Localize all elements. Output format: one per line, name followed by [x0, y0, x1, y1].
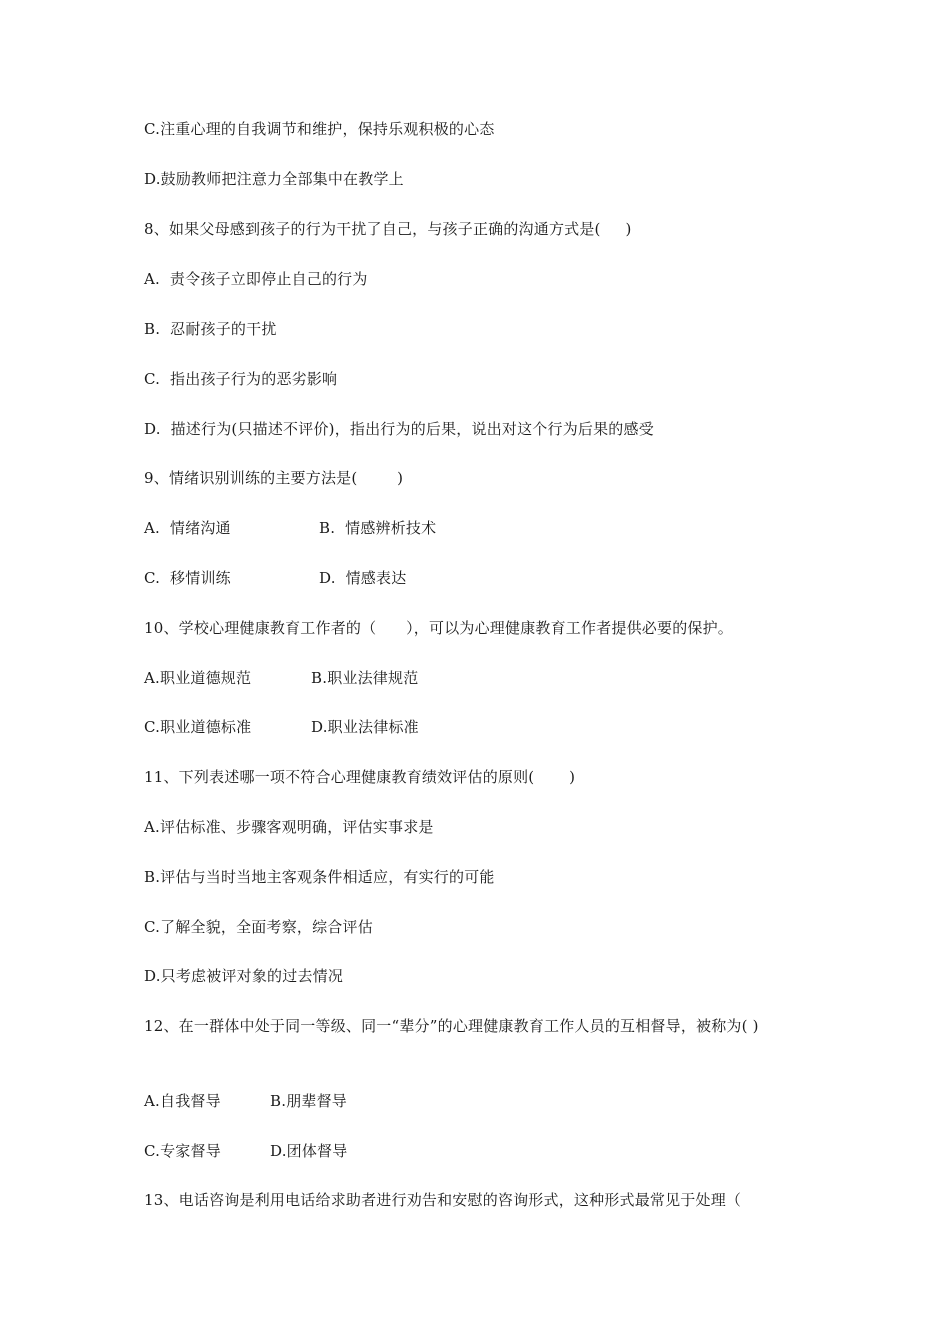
q8-option-b: B. 忍耐孩子的干扰	[144, 320, 277, 338]
q7-option-c: C.注重心理的自我调节和维护，保持乐观积极的心态	[144, 120, 495, 138]
q9-option-b: B. 情感辨析技术	[319, 519, 437, 537]
q10-option-a: A.职业道德规范	[144, 669, 252, 687]
question-9: 9、情绪识别训练的主要方法是( )	[144, 469, 404, 487]
q11-option-d: D.只考虑被评对象的过去情况	[144, 967, 344, 985]
q12-option-a: A.自我督导	[144, 1092, 221, 1110]
q7-option-d: D.鼓励教师把注意力全部集中在教学上	[144, 170, 404, 188]
q9-option-d: D. 情感表达	[319, 569, 407, 587]
q11-option-a: A.评估标准、步骤客观明确，评估实事求是	[144, 818, 434, 836]
question-12: 12、在一群体中处于同一等级、同一“辈分”的心理健康教育工作人员的互相督导，被称为( )	[144, 1017, 759, 1035]
question-13: 13、电话咨询是利用电话给求助者进行劝告和安慰的咨询形式，这种形式最常见于处理（	[144, 1191, 742, 1209]
q9-option-c: C. 移情训练	[144, 569, 231, 587]
q9-option-a: A. 情绪沟通	[144, 519, 231, 537]
q11-option-b: B.评估与当时当地主客观条件相适应，有实行的可能	[144, 868, 495, 886]
q10-option-d: D.职业法律标准	[311, 718, 419, 736]
q12-option-c: C.专家督导	[144, 1142, 221, 1160]
q10-option-c: C.职业道德标准	[144, 718, 252, 736]
question-11: 11、下列表述哪一项不符合心理健康教育绩效评估的原则( )	[144, 768, 576, 786]
question-10: 10、学校心理健康教育工作者的（ ），可以为心理健康教育工作者提供必要的保护。	[144, 619, 733, 637]
q12-option-b: B.朋辈督导	[270, 1092, 347, 1110]
q10-option-b: B.职业法律规范	[311, 669, 419, 687]
q8-option-c: C. 指出孩子行为的恶劣影响	[144, 370, 338, 388]
question-8: 8、如果父母感到孩子的行为干扰了自己，与孩子正确的沟通方式是( )	[144, 220, 632, 238]
q11-option-c: C.了解全貌，全面考察，综合评估	[144, 918, 373, 936]
q12-option-d: D.团体督导	[270, 1142, 348, 1160]
q8-option-a: A. 责令孩子立即停止自己的行为	[144, 270, 368, 288]
q8-option-d: D. 描述行为(只描述不评价)，指出行为的后果，说出对这个行为后果的感受	[144, 420, 654, 438]
